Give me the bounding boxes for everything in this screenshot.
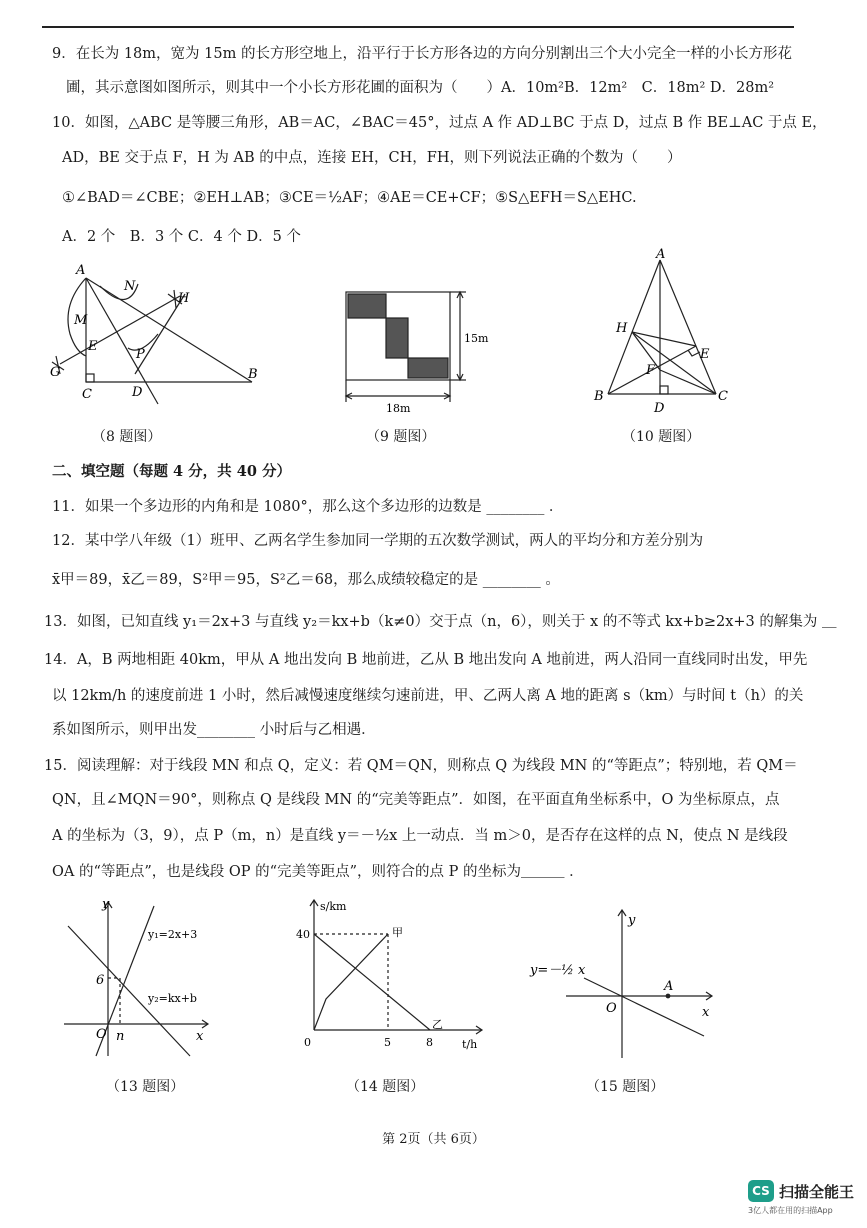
figure-10	[588, 246, 738, 416]
fig8-label-h: H	[178, 291, 190, 306]
q9-line1: 9．在长为 18m，宽为 15m 的长方形空地上，沿平行于长方形各边的方向分别割出三个大小完全一样的小长方形花	[52, 46, 792, 62]
fig10-label-e: E	[700, 347, 710, 362]
fig13-line-y2	[68, 926, 190, 1056]
fig15-label-y: y	[628, 913, 636, 928]
q14-line3: 系如图所示，则甲出发________ 小时后与乙相遇．	[52, 722, 376, 738]
fig15-label-x: x	[702, 1005, 710, 1020]
fig14-label-40: 40	[296, 928, 310, 941]
fig8-label-c: C	[82, 387, 92, 402]
caption-fig14: （14 题图）	[346, 1079, 425, 1095]
q12-line1: 12．某中学八年级（1）班甲、乙两名学生参加同一学期的五次数学测试，两人的平均分和方差分别为	[52, 533, 704, 549]
fig14-label-8: 8	[426, 1036, 433, 1049]
fig8-label-m: M	[74, 313, 88, 328]
fig15-label-a: A	[664, 979, 674, 994]
fig8-label-p: P	[136, 347, 145, 362]
fig9-width-label: 18m	[386, 402, 411, 414]
camscanner-logo-icon: CS	[748, 1180, 774, 1202]
fig14-line-jia	[314, 934, 388, 1030]
fig14-label-0: 0	[304, 1036, 311, 1049]
brand-name: 扫描全能王	[779, 1183, 855, 1201]
fig10-label-a: A	[656, 247, 666, 262]
fig8-label-b: B	[248, 367, 258, 382]
brand-tagline: 3亿人都在用的扫描App	[748, 1206, 833, 1215]
fig15-point-a	[666, 994, 670, 998]
caption-fig9: （9 题图）	[366, 429, 436, 445]
figure-14	[290, 896, 490, 1066]
q15-line3: A 的坐标为（3，9），点 P（m，n）是直线 y＝－½x 上一动点．当 m＞0，是否存在这样的点 N，使点 N 是线段	[52, 828, 788, 844]
fig13-label-y: y	[102, 897, 110, 912]
scanner-watermark	[748, 1180, 860, 1220]
fig8-label-n: N	[124, 279, 136, 294]
q15-line1: 15．阅读理解：对于线段 MN 和点 Q，定义：若 QM＝QN，则称点 Q 为线段 MN 的“等距点”；特别地，若 QM＝	[44, 758, 798, 774]
fig15-label-eq: y=－½ x	[530, 963, 586, 978]
caption-fig10: （10 题图）	[622, 429, 701, 445]
fig14-label-t: t/h	[462, 1038, 478, 1051]
fig14-label-s: s/km	[320, 900, 347, 913]
q10-line2: AD，BE 交于点 F，H 为 AB 的中点，连接 EH，CH，FH，则下列说法正确的个数为（ ）	[62, 150, 682, 166]
fig9-garden-2	[386, 318, 408, 358]
q10-options: A．2 个 B．3 个 C．4 个 D．5 个	[62, 229, 301, 245]
q14-line1: 14．A，B 两地相距 40km，甲从 A 地出发向 B 地前进，乙从 B 地出发向 A 地前进，两人沿同一直线同时出发，甲先	[44, 652, 808, 668]
figure-13	[56, 896, 226, 1066]
figure-8	[40, 264, 270, 414]
fig14-label-jia: 甲	[392, 926, 403, 939]
page-footer: 第 2页（共 6页）	[382, 1132, 485, 1147]
section-title: 二、填空题（每题 4 分，共 40 分）	[52, 463, 291, 480]
fig15-line-p	[584, 978, 704, 1036]
q9-line2: 圃，其示意图如图所示，则其中一个小长方形花圃的面积为（ ）A．10m²B．12m² C．18m² D．28m²	[66, 80, 775, 96]
fig14-label-yi: 乙	[432, 1018, 443, 1031]
q10-line1: 10．如图，△ABC 是等腰三角形，AB＝AC，∠BAC＝45°，过点 A 作 AD⊥BC 于点 D，过点 B 作 BE⊥AC 于点 E，	[52, 115, 827, 131]
caption-fig13: （13 题图）	[106, 1079, 185, 1095]
fig13-label-n: n	[116, 1029, 125, 1044]
fig13-label-x: x	[196, 1029, 204, 1044]
caption-fig15: （15 题图）	[586, 1079, 665, 1095]
fig9-height-label: 15m	[464, 332, 489, 345]
fig15-label-o: O	[606, 1001, 617, 1016]
fig10-label-d: D	[654, 401, 665, 416]
q15-line4: OA 的“等距点”，也是线段 OP 的“完美等距点”，则符合的点 P 的坐标为＿＿＿ ．	[52, 864, 584, 880]
fig10-label-c: C	[718, 389, 728, 404]
fig13-label-6: 6	[96, 973, 105, 988]
q13-text: 13．如图，已知直线 y₁＝2x+3 与直线 y₂＝kx+b（k≠0）交于点（n，6），则关于 x 的不等式 kx+b≥2x+3 的解集为 ＿	[44, 614, 837, 630]
fig10-label-h: H	[616, 321, 628, 336]
fig8-label-a: A	[76, 264, 86, 278]
q11-text: 11．如果一个多边形的内角和是 1080°，那么这个多边形的边数是 ________ ．	[52, 499, 564, 515]
fig13-label-o: O	[96, 1027, 107, 1042]
figure-9	[338, 286, 498, 414]
q12-line2: x̄甲＝89，x̄乙＝89，S²甲＝95，S²乙＝68，那么成绩较稳定的是 ________ 。	[52, 572, 560, 588]
fig13-label-y2: y₂=kx+b	[148, 992, 197, 1005]
fig9-garden-3	[408, 358, 448, 378]
fig14-line-yi	[314, 934, 430, 1030]
fig10-label-f: F	[646, 363, 656, 378]
fig8-label-d: D	[132, 385, 143, 400]
fig9-garden-1	[348, 294, 386, 318]
fig10-label-b: B	[594, 389, 604, 404]
fig14-label-5: 5	[384, 1036, 391, 1049]
q15-line2: QN，且∠MQN＝90°，则称点 Q 是线段 MN 的“完美等距点”．如图，在平面直角坐标系中，O 为坐标原点，点	[52, 792, 780, 808]
top-rule	[42, 26, 794, 28]
q10-statements: ①∠BAD＝∠CBE；②EH⊥AB；③CE＝½AF；④AE＝CE+CF；⑤S△EFH＝S△EHC.	[62, 190, 637, 206]
fig8-line-ab	[86, 278, 252, 382]
fig13-label-y1: y₁=2x+3	[148, 928, 198, 941]
fig8-label-e: E	[88, 339, 98, 354]
caption-fig8: （8 题图）	[92, 429, 162, 445]
fig8-label-g: G	[50, 365, 61, 380]
figure-15	[526, 902, 726, 1062]
fig8-line-bisector	[135, 294, 185, 374]
q14-line2: 以 12km/h 的速度前进 1 小时，然后减慢速度继续匀速前进，甲、乙两人离 A 地的距离 s（km）与时间 t（h）的关	[52, 688, 804, 704]
